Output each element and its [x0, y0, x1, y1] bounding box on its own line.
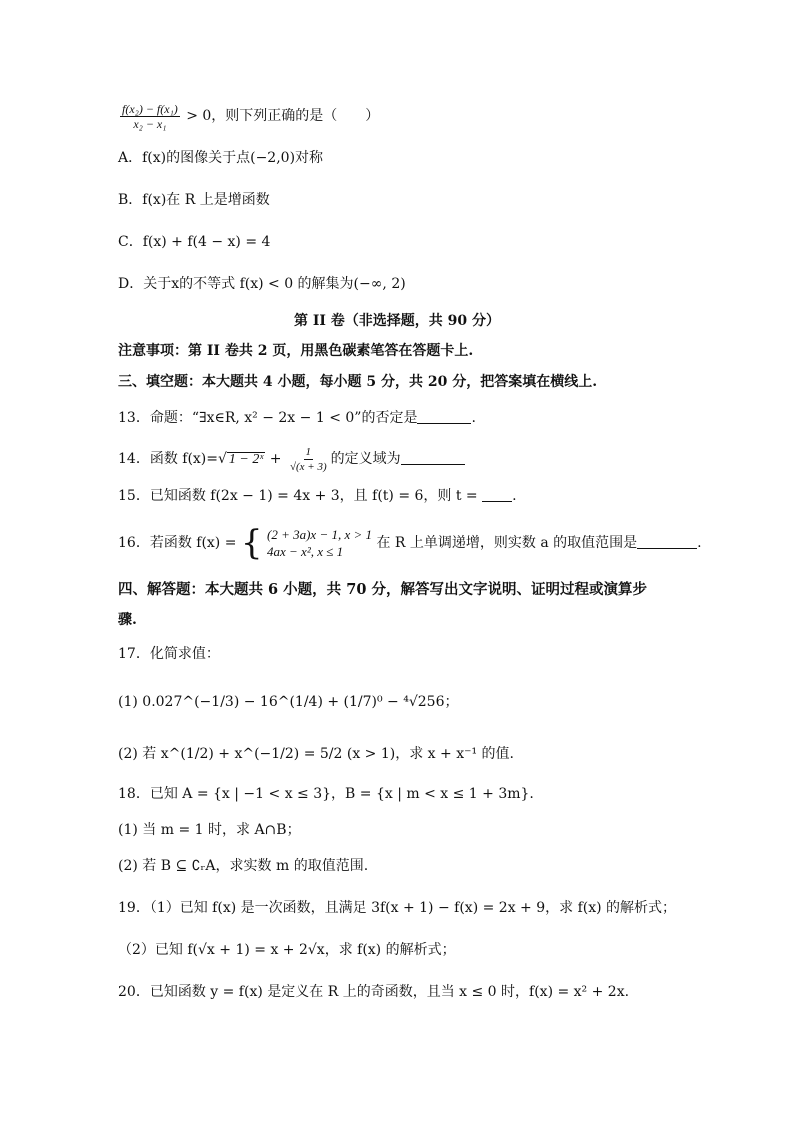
q17-title: 17．化简求值：	[118, 646, 220, 662]
q14-fraction-denominator: √(x + 3)	[289, 460, 327, 473]
section3-heading: 三、填空题：本大题共 4 小题，每小题 5 分，共 20 分，把答案填在横线上.	[118, 374, 598, 390]
option-c: C．f(x) + f(4 − x) = 4	[118, 234, 271, 250]
q19-part-1: 19．（1）已知 f(x) 是一次函数，且满足 3f(x + 1) − f(x) = 2x + 9，求 f(x) 的解析式；	[118, 900, 677, 916]
part2-title: 第 II 卷（非选择题，共 90 分）	[293, 313, 501, 329]
q16-case-2: 4ax − x², x ≤ 1	[267, 544, 344, 559]
option-b: B．f(x)在 R 上是增函数	[118, 192, 270, 208]
q14-suffix: 的定义域为	[330, 451, 401, 467]
q15-text: 15．已知函数 f(2x − 1) = 4x + 3，且 f(t) = 6，则 t =	[118, 488, 478, 504]
sqrt-icon: √	[218, 451, 227, 467]
fraction-numerator: f(x₂) − f(x₁)	[122, 101, 178, 116]
q20: 20．已知函数 y = f(x) 是定义在 R 上的奇函数，且当 x ≤ 0 时，f(x) = x² + 2x.	[118, 984, 630, 1000]
q14-radicand: 1 − 2ˣ	[228, 452, 264, 467]
fraction-denominator: x₂ − x₁	[133, 116, 167, 131]
answer-blank	[401, 450, 465, 465]
piecewise-cases	[267, 526, 372, 560]
q14-prefix: 14．函数 f(x)=	[118, 451, 218, 467]
q19-part-2: （2）已知 f(√x + 1) = x + 2√x，求 f(x) 的解析式；	[118, 942, 456, 958]
q13-text: 13．命题：“∃x∈R, x² − 2x − 1 < 0”的否定是	[118, 410, 418, 426]
q12-continuation	[118, 98, 734, 134]
q17-part-1: (1) 0.027^(−1/3) − 16^(1/4) + (1/7)⁰ − ⁴√256；	[118, 694, 459, 710]
q14-fraction	[288, 445, 329, 474]
q16-case-1: (2 + 3a)x − 1, x > 1	[267, 527, 373, 542]
q14-fraction-numerator: 1	[305, 445, 312, 458]
q18-title: 18．已知 A = {x | −1 < x ≤ 3}，B = {x | m < x ≤ 1 + 3m}.	[118, 786, 534, 802]
answer-blank	[637, 534, 697, 549]
q15: 15．已知函数 f(2x − 1) = 4x + 3，且 f(t) = 6，则 t = .	[118, 488, 517, 504]
q16-suffix: 在 R 上单调递增，则实数 a 的取值范围是	[376, 535, 638, 551]
q14-plus: +	[269, 451, 282, 467]
section4-heading: 四、解答题：本大题共 6 小题，共 70 分，解答写出文字说明、证明过程或演算步	[118, 581, 647, 598]
q17-part-2: (2) 若 x^(1/2) + x^(−1/2) = 5/2 (x > 1)，求 x + x⁻¹ 的值.	[118, 746, 514, 762]
q18-part-2: (2) 若 B ⊆ ∁ᵣA，求实数 m 的取值范围.	[118, 858, 369, 874]
option-a: A．f(x)的图像关于点(−2,0)对称	[118, 150, 324, 166]
part2-note: 注意事项：第 II 卷共 2 页，用黑色碳素笔答在答题卡上.	[118, 343, 474, 359]
answer-blank	[417, 409, 471, 424]
q16: 16．若函数 f(x) = { (2 + 3a)x − 1, x > 1 4ax − x², x ≤ 1 在 R 上单调递增，则实数 a 的取值范围是 .	[118, 523, 702, 563]
q18-part-1: (1) 当 m = 1 时，求 A∩B；	[118, 822, 301, 838]
left-brace-icon: {	[240, 523, 263, 563]
section4-heading-cont: 骤.	[118, 612, 137, 628]
q16-prefix: 16．若函数 f(x) =	[118, 535, 237, 551]
q12-condition-text: > 0，则下列正确的是（ ）	[186, 108, 380, 124]
q13: 13．命题：“∃x∈R, x² − 2x − 1 < 0”的否定是 .	[118, 410, 476, 426]
answer-blank	[482, 487, 512, 502]
q14	[118, 440, 734, 478]
fraction	[120, 102, 180, 131]
option-d: D．关于x的不等式 f(x) < 0 的解集为(−∞, 2)	[118, 276, 406, 292]
